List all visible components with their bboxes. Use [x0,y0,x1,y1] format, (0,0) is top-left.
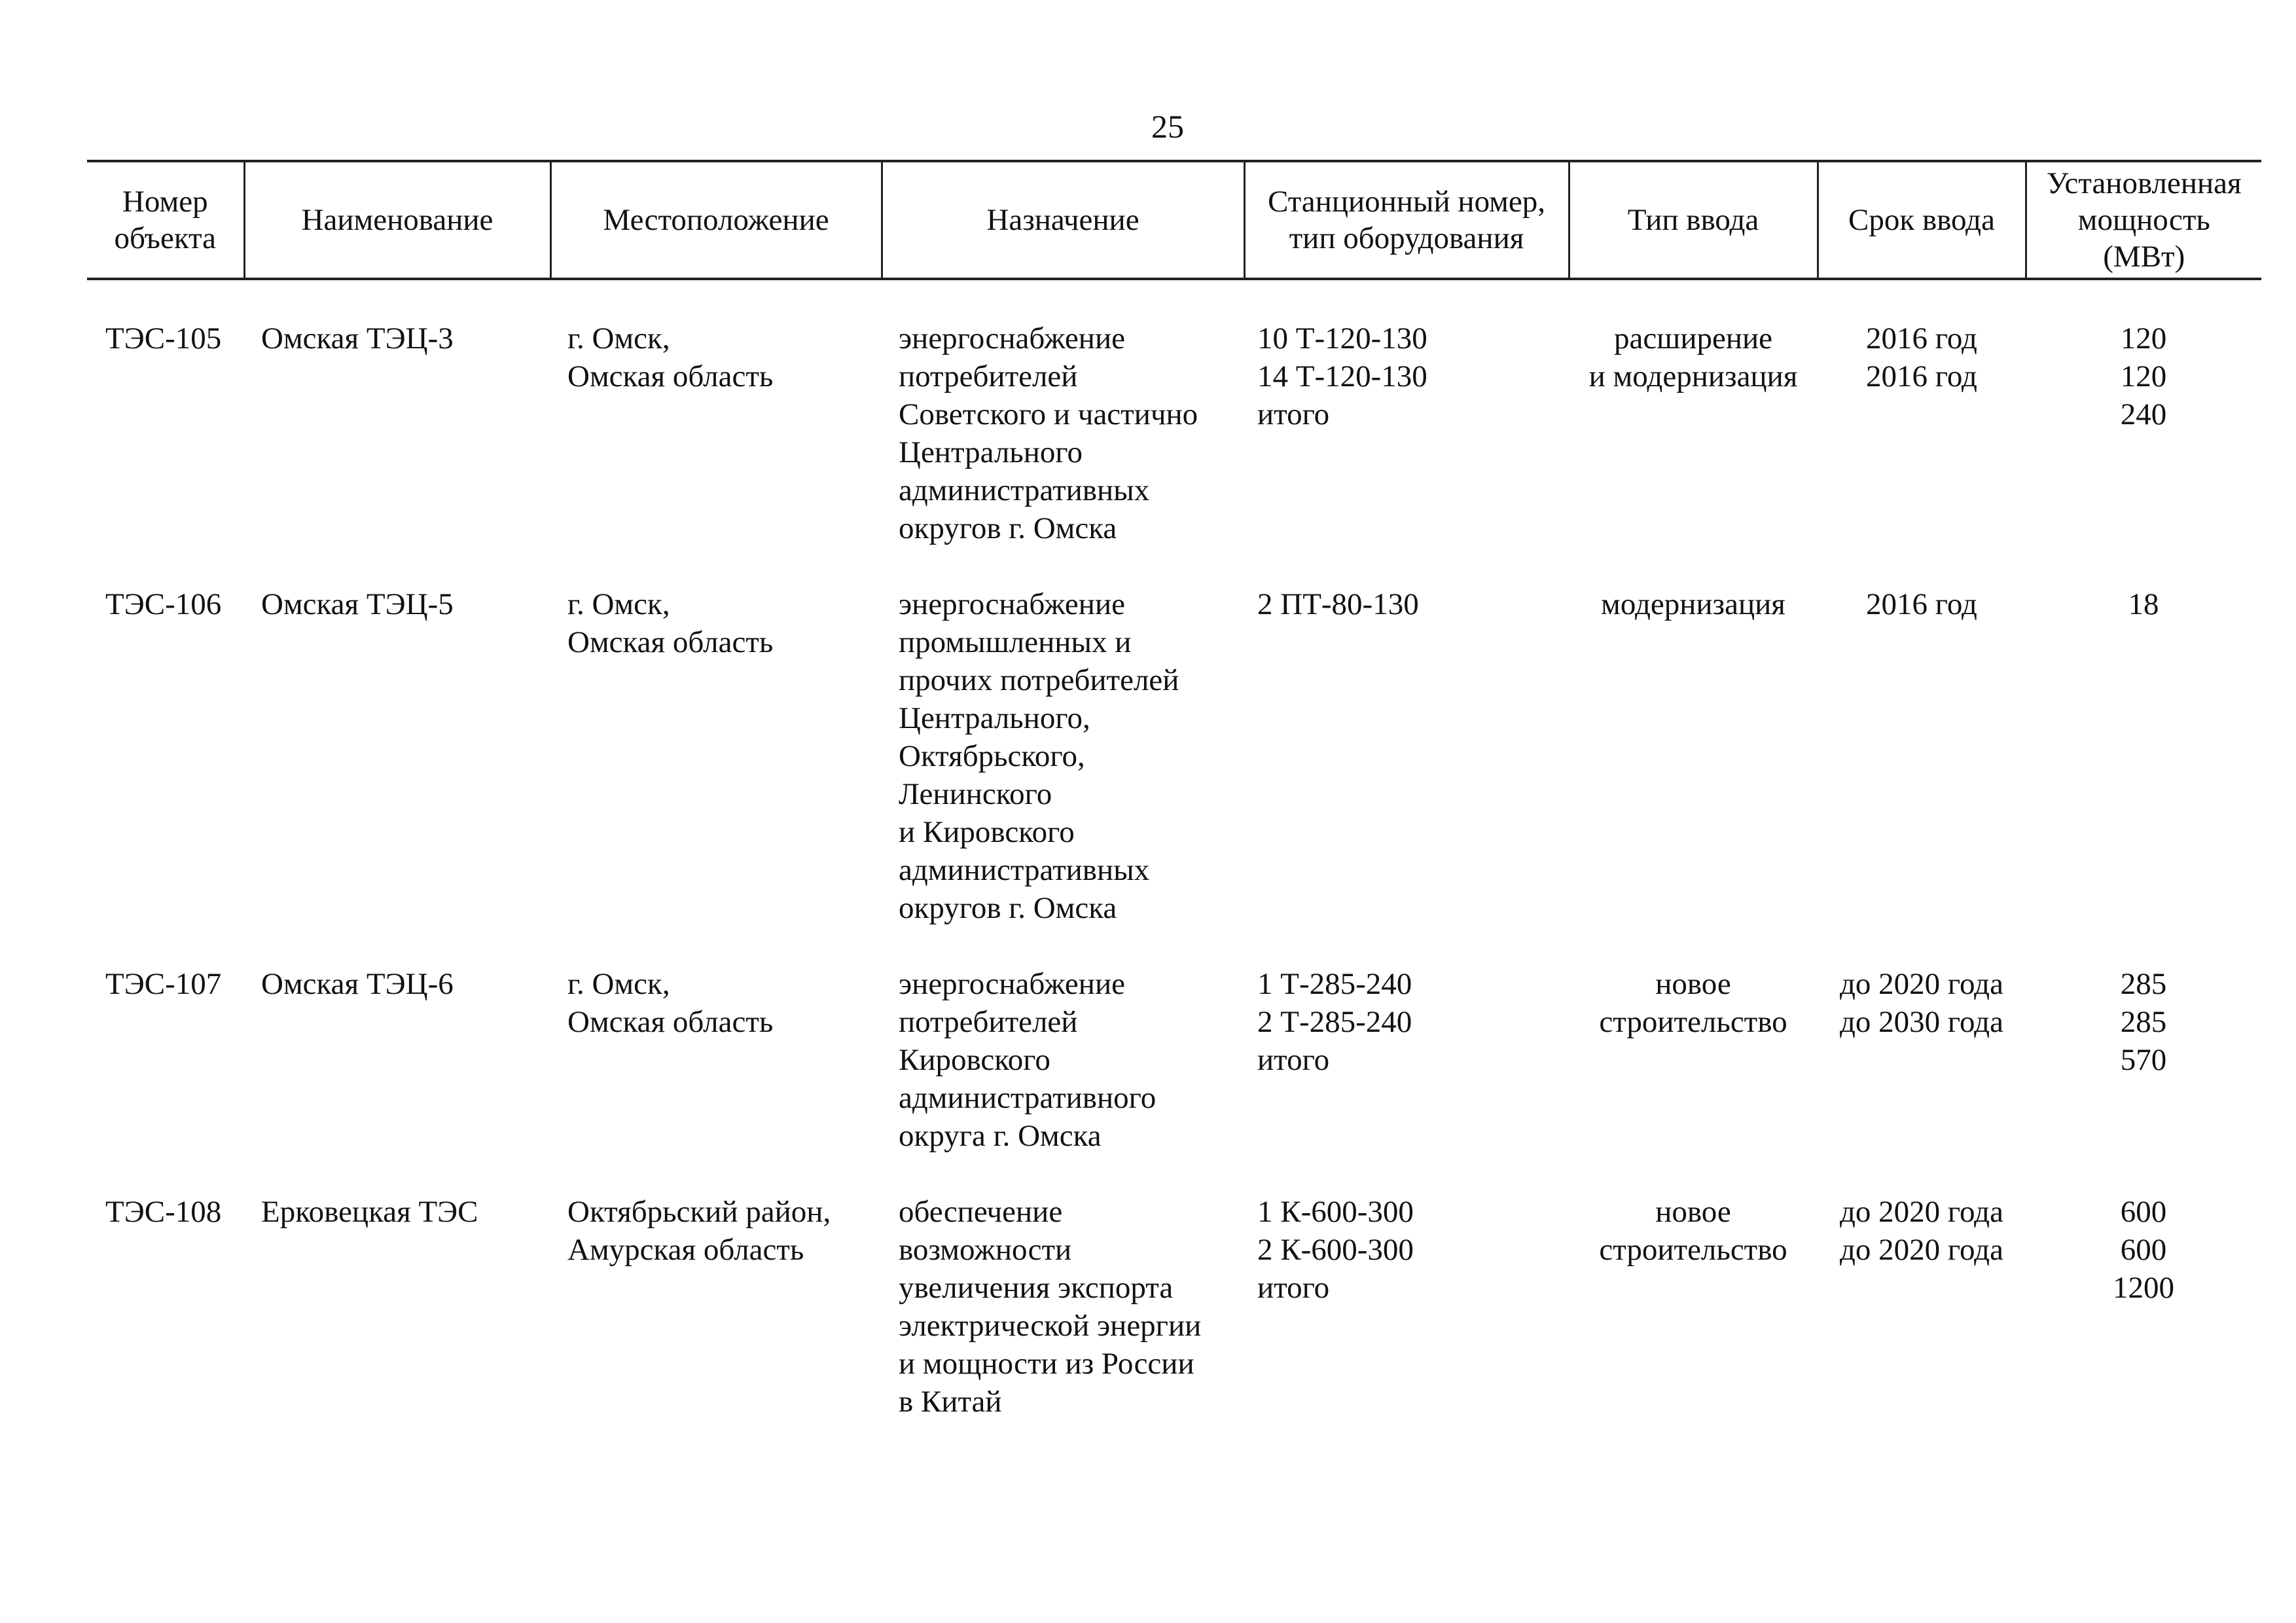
cell-id: ТЭС-106 [105,587,222,621]
cell-name: Омская ТЭЦ-3 [261,321,454,356]
page-number: 25 [1151,108,1184,145]
table-header [87,161,2261,279]
cell-name: Омская ТЭЦ-5 [261,587,454,621]
cell-input-date: до 2020 года до 2030 года [1840,967,2003,1039]
cell-id: ТЭС-105 [105,321,222,356]
header-location [550,161,882,279]
cell-input-date: 2016 год 2016 год [1866,321,1977,393]
cell-equipment: 10 Т-120-130 14 Т-120-130 итого [1257,321,1427,431]
cell-input-type: новое строительство [1599,1195,1787,1267]
header-name [244,161,550,279]
cell-equipment: 2 ПТ-80-130 [1257,587,1419,621]
cell-purpose: энергоснабжение потребителей Советского и частично Центрального административных округов г. Омска [899,321,1198,545]
header-input-date-label: Срок ввода [1848,203,1995,237]
header-equipment-label: Станционный номер, тип оборудования [1267,185,1546,255]
spacer-cell [87,279,2261,319]
power-plants-table [87,160,2261,1459]
cell-location: г. Омск, Омская область [567,321,774,393]
cell-power: 285 285 570 [2120,967,2167,1077]
cell-location: г. Омск, Омская область [567,967,774,1039]
table-body [87,279,2261,1459]
header-input-type-label: Тип ввода [1627,203,1759,237]
cell-name: Омская ТЭЦ-6 [261,967,454,1001]
header-input-date [1818,161,2026,279]
header-row [87,161,2261,279]
header-id-label: Номер объекта [114,185,217,255]
cell-input-date: 2016 год [1866,587,1977,621]
cell-equipment: 1 Т-285-240 2 Т-285-240 итого [1257,967,1412,1077]
cell-id: ТЭС-107 [105,967,222,1001]
cell-purpose: энергоснабжение промышленных и прочих потребителей Центрального, Октябрьского, Ленинского и Кировского административных округов г. Омска [899,587,1179,925]
header-input-type [1569,161,1818,279]
header-power-label: Установленная мощность (МВт) [2046,166,2242,274]
header-power [2026,161,2261,279]
cell-purpose: обеспечение возможности увеличения экспорта электрической энергии и мощности из России в Китай [899,1195,1202,1419]
cell-input-type: новое строительство [1599,967,1787,1039]
table-row [87,585,2261,965]
table-row [87,1193,2261,1459]
table-row [87,319,2261,585]
cell-location: Октябрьский район, Амурская область [567,1195,831,1267]
cell-purpose: энергоснабжение потребителей Кировского административного округа г. Омска [899,967,1157,1153]
cell-equipment: 1 К-600-300 2 К-600-300 итого [1257,1195,1414,1305]
cell-id: ТЭС-108 [105,1195,222,1229]
header-purpose [882,161,1244,279]
cell-power: 600 600 1200 [2113,1195,2174,1305]
cell-input-date: до 2020 года до 2020 года [1840,1195,2003,1267]
header-id [87,161,244,279]
cell-location: г. Омск, Омская область [567,587,774,659]
cell-power: 18 [2128,587,2159,621]
cell-input-type: модернизация [1601,587,1785,621]
cell-input-type: расширение и модернизация [1588,321,1798,393]
table-row [87,965,2261,1193]
header-spacer [87,279,2261,319]
cell-power: 120 120 240 [2120,321,2167,431]
header-location-label: Местоположение [603,203,829,237]
header-name-label: Наименование [301,203,493,237]
cell-name: Ерковецкая ТЭС [261,1195,478,1229]
header-equipment [1244,161,1569,279]
header-purpose-label: Назначение [986,203,1139,237]
